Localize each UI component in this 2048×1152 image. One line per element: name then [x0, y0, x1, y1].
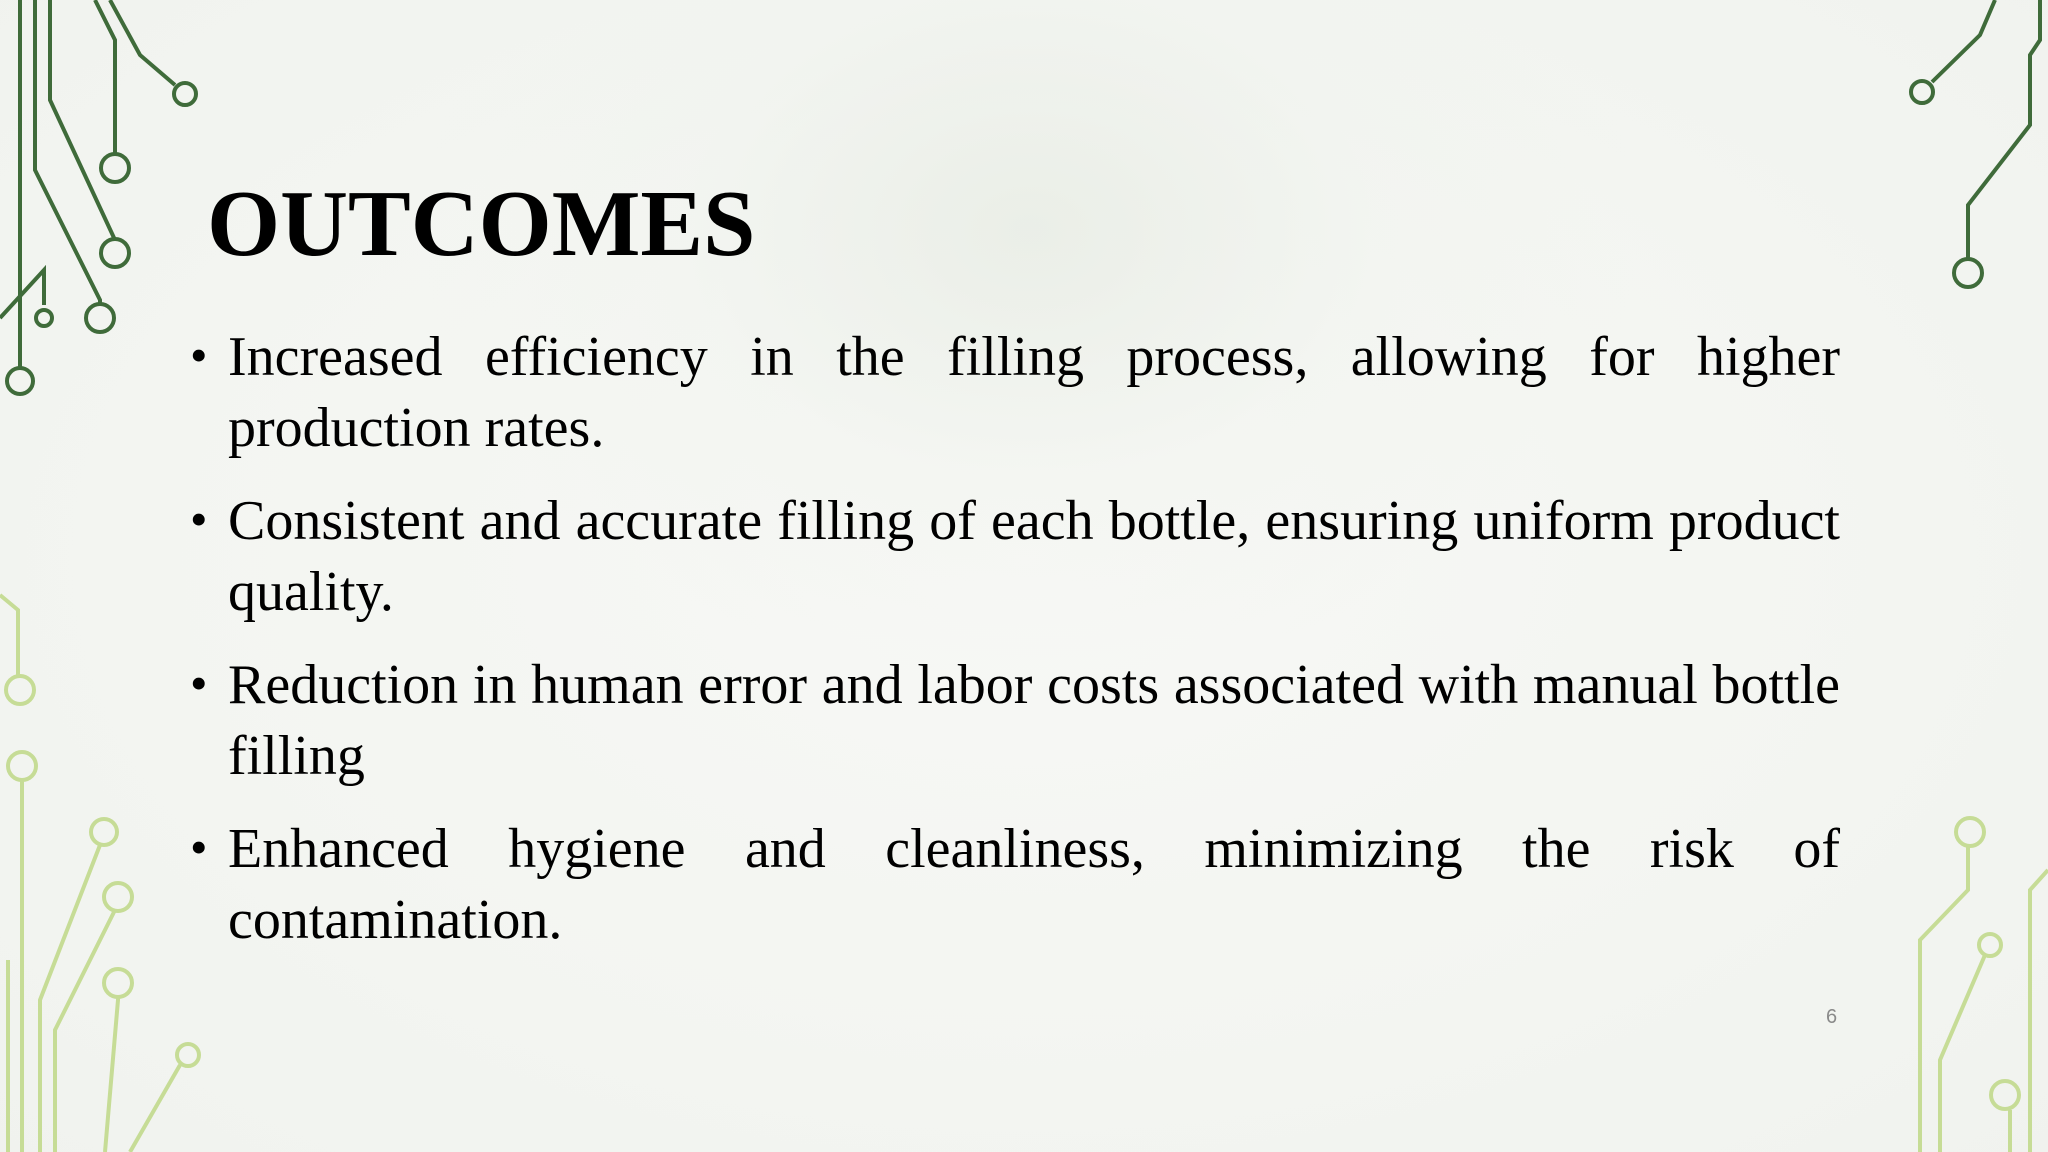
circuit-trace — [0, 595, 18, 675]
circuit-top-left — [0, 0, 196, 394]
circuit-node — [36, 310, 52, 326]
circuit-node — [101, 154, 129, 182]
circuit-node — [1911, 81, 1933, 103]
circuit-bottom-left — [0, 595, 199, 1152]
circuit-trace — [50, 0, 115, 240]
outcomes-list — [190, 322, 1840, 978]
circuit-node — [91, 819, 117, 845]
bullet-icon: • — [190, 327, 208, 383]
circuit-trace — [130, 1065, 180, 1152]
circuit-trace — [95, 0, 115, 155]
circuit-trace — [35, 0, 100, 305]
circuit-node — [104, 883, 132, 911]
circuit-node — [104, 969, 132, 997]
circuit-node — [1954, 259, 1982, 287]
circuit-trace — [1920, 846, 1968, 1152]
list-item — [190, 814, 1840, 956]
bullet-text: Increased efficiency in the filling process, allowing for higher production rates. — [228, 326, 1840, 459]
circuit-node — [1979, 934, 2001, 956]
bullet-text: Consistent and accurate filling of each bottle, ensuring uniform product quality. — [228, 490, 1840, 623]
page-number: 6 — [1826, 1006, 1838, 1028]
circuit-node — [177, 1044, 199, 1066]
circuit-node — [6, 676, 34, 704]
circuit-trace — [2030, 870, 2048, 1152]
bullet-icon: • — [190, 491, 208, 547]
bullet-text: Reduction in human error and labor costs associated with manual bottle filling — [228, 654, 1840, 787]
circuit-node — [1991, 1081, 2019, 1109]
circuit-node — [101, 239, 129, 267]
circuit-trace — [1932, 0, 1995, 82]
circuit-node — [174, 83, 196, 105]
circuit-top-right — [1911, 0, 2040, 287]
list-item — [190, 322, 1840, 464]
circuit-bottom-right — [1920, 818, 2048, 1152]
circuit-trace — [110, 0, 175, 85]
circuit-trace — [105, 997, 118, 1152]
list-item — [190, 650, 1840, 792]
circuit-trace — [55, 910, 115, 1152]
circuit-node — [8, 752, 36, 780]
bullet-icon: • — [190, 819, 208, 875]
slide-title: OUTCOMES — [207, 172, 756, 276]
list-item — [190, 486, 1840, 628]
bullet-icon: • — [190, 655, 208, 711]
bullet-text: Enhanced hygiene and cleanliness, minimizing the risk of contamination. — [228, 818, 1840, 951]
circuit-node — [86, 304, 114, 332]
circuit-trace — [1940, 955, 1985, 1152]
circuit-node — [1956, 818, 1984, 846]
circuit-node — [7, 368, 33, 394]
